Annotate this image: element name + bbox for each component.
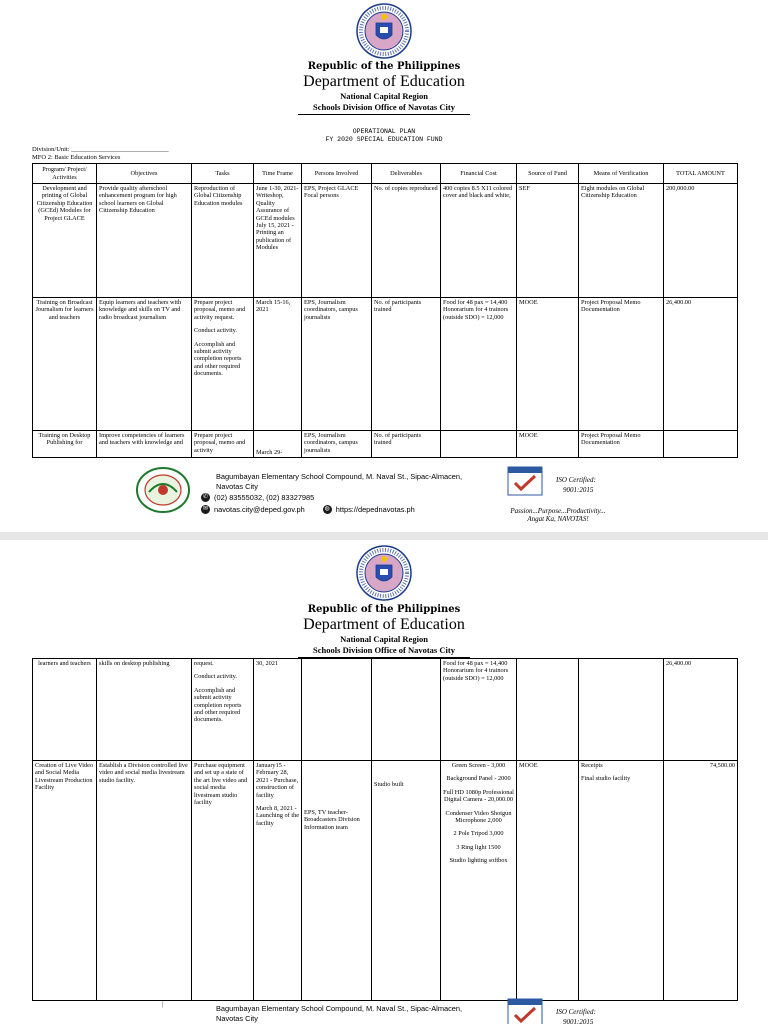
footer-email[interactable]: navotas.city@deped.gov.ph: [214, 505, 305, 514]
column-header: Financial Cost: [441, 164, 517, 184]
cell-verification: Project Proposal Memo Documentation: [579, 298, 664, 431]
table-row: [33, 761, 738, 1001]
cost-item: 3 Ring light 1500: [456, 843, 501, 851]
department-title: Department of Education: [303, 73, 465, 90]
column-header: Deliverables: [372, 164, 441, 184]
iso-line-1: ISO Certified:: [556, 1008, 596, 1016]
cell-timeframe: [254, 761, 302, 1001]
cell-fund: MOOE: [517, 298, 579, 431]
plan-subtitle: FY 2020 SPECIAL EDUCATION FUND: [325, 136, 443, 143]
page-footer: [0, 460, 768, 540]
cell-total: [664, 431, 738, 458]
cell-verification: [579, 659, 664, 761]
cell-program: Training on Desktop Publishing for: [33, 431, 97, 458]
cost-item: 2 Pole Tripod 3,000: [453, 830, 504, 838]
cell-persons: EPS, Project GLACE Focal persons: [302, 184, 372, 298]
table-header-row: [33, 164, 738, 184]
cell-cost: [441, 761, 517, 1001]
cell-fund: SEF: [517, 184, 579, 298]
cell-fund: [517, 659, 579, 761]
cell-total: 26,400.00: [664, 659, 738, 761]
iso-badge-icon: [507, 466, 543, 496]
footer-address-2: Navotas City: [216, 482, 258, 491]
plan-title: OPERATIONAL PLAN: [352, 128, 416, 135]
iso-badge-icon: [507, 998, 543, 1024]
cell-verification: [579, 761, 664, 1001]
cell-deliverables: Studio built: [372, 761, 441, 1001]
cell-verification: Eight modules on Global Citizenship Education: [579, 184, 664, 298]
globe-icon: ◍: [324, 506, 330, 512]
table-row: [33, 184, 738, 298]
cell-timeframe: 30, 2021: [254, 659, 302, 761]
department-title: Department of Education: [303, 616, 465, 633]
cell-cost: [441, 431, 517, 458]
footer-website[interactable]: https://depednavotas.ph: [335, 505, 415, 514]
column-header: Tasks: [192, 164, 254, 184]
cell-program: Development and printing of Global Citizenship Education (GCEd) Modules for Project GLACE: [33, 184, 97, 298]
cell-tasks: Reproduction of Global Citizenship Education modules: [192, 184, 254, 298]
cell-deliverables: No. of participants trained: [372, 431, 441, 458]
motto-line-1: Passion...Purpose...Productivity...: [510, 507, 606, 515]
cost-item: Green Screen - 3,000: [451, 762, 506, 769]
division-unit-line: Division/Unit: ______________________________: [32, 146, 169, 153]
cell-fund: MOOE: [517, 431, 579, 458]
iso-line-1: ISO Certified:: [556, 476, 596, 484]
republic-line: Republic of the Philippines: [307, 61, 461, 72]
cell-persons: EPS, Journalism coordinators, campus journalists: [302, 298, 372, 431]
cell-persons: EPS, Journalism coordinators, campus journalists: [302, 431, 372, 458]
timeframe-item: January15 - February 28, 2021 - Purchase, construction of facility: [256, 762, 299, 799]
column-header: Persons Involved: [302, 164, 372, 184]
task-item: Accomplish and submit activity completion reports and other required documents.: [194, 686, 242, 724]
footer-mark: .: [32, 992, 34, 998]
cell-tasks: [192, 659, 254, 761]
cost-item: Studio lighting softbox: [449, 857, 508, 865]
footer-address-2: Navotas City: [216, 1014, 258, 1023]
footer-address-1: Bagumbayan Elementary School Compound, M. Naval St., Sipac-Almacen,: [216, 1004, 463, 1013]
column-header: Source of Fund: [517, 164, 579, 184]
cell-program: Training on Broadcast Journalism for learners and teachers: [33, 298, 97, 431]
operational-plan-table: [32, 163, 738, 458]
cell-cost: Food for 48 pax = 14,400 Honorarium for 4 trainors (outside SDO) = 12,000: [441, 298, 517, 431]
cell-verification: Project Proposal Memo Documentation: [579, 431, 664, 458]
cell-objectives: Improve competencies of learners and teachers with knowledge and: [97, 431, 192, 458]
table-row: [33, 659, 738, 761]
cell-timeframe: March 29-: [254, 431, 302, 458]
division-line: Schools Division Office of Navotas City: [313, 645, 455, 655]
header-rule: [298, 114, 470, 115]
verification-item: Receipts: [581, 762, 603, 769]
footer-phone: [201, 493, 314, 502]
task-item: Conduct activity.: [194, 327, 237, 335]
cost-item: Condenser Video Shotgun Microphone 2,000: [445, 809, 512, 825]
email-icon: ✉: [202, 506, 209, 512]
phone-icon: ✆: [202, 494, 209, 500]
page-footer: [0, 992, 768, 1024]
iso-line-2: 9001:2015: [563, 486, 594, 494]
cell-objectives: Provide quality afterschool enhancement program for high school learners on Global Citizenship Education: [97, 184, 192, 298]
footer-divider-mark: |: [162, 1002, 164, 1008]
cell-objectives: skills on desktop publishing: [97, 659, 192, 761]
cell-objectives: Establish a Division controlled live video and social media livestream studio facility.: [97, 761, 192, 1001]
operational-plan-table-continued: [32, 658, 738, 1001]
column-header: Objectives: [97, 164, 192, 184]
column-header: TOTAL AMOUNT: [664, 164, 738, 184]
cell-timeframe: March 15-16, 2021: [254, 298, 302, 431]
cell-total: 26,400.00: [664, 298, 738, 431]
cell-tasks: Purchase equipment and set up a state of the art live video and social media livestream studio facility: [192, 761, 254, 1001]
cell-deliverables: No. of copies reproduced: [372, 184, 441, 298]
deped-seal-icon: [356, 545, 412, 601]
cell-total: 74,500.00: [664, 761, 738, 1001]
cell-tasks: Prepare project proposal, memo and activity: [192, 431, 254, 458]
footer-address-1: Bagumbayan Elementary School Compound, M. Naval St., Sipac-Almacen,: [216, 472, 463, 481]
division-logo-icon: [135, 466, 191, 514]
republic-line: Republic of the Philippines: [307, 604, 461, 615]
timeframe-item: March 8, 2021 - Launching of the facility: [256, 805, 300, 827]
table-row: [33, 298, 738, 431]
footer-contacts: [201, 505, 415, 514]
task-item: Accomplish and submit activity completion reports and other required documents.: [194, 340, 242, 378]
region-line: National Capital Region: [340, 91, 428, 101]
cell-tasks: [192, 298, 254, 431]
cost-item: Full HD 1080p Professional Digital Camera - 20,000.00: [443, 788, 514, 804]
cell-program: learners and teachers: [33, 659, 97, 761]
cell-deliverables: No. of participants trained: [372, 298, 441, 431]
table-row: [33, 431, 738, 458]
cell-timeframe: June 1-30, 2021- Writeshop, Quality Assurance of GCEd modules July 15, 2021 - Printing an publication of Modules: [254, 184, 302, 298]
cell-program: Creation of Live Video and Social Media Livestream Production Facility: [33, 761, 97, 1001]
region-line: National Capital Region: [340, 634, 428, 644]
column-header: Means of Verification: [579, 164, 664, 184]
cell-deliverables: [372, 659, 441, 761]
page-separator: [0, 532, 768, 540]
cell-cost: 400 copies 8.5 X11 colored cover and black and white,: [441, 184, 517, 298]
document-page-2: [0, 540, 768, 1024]
cost-item: Background Panel - 2000: [446, 775, 511, 783]
task-item: Prepare project proposal, memo and activity request.: [194, 299, 246, 321]
column-header: Program/ Project/ Activities: [33, 164, 97, 184]
motto-line-2: Angat Ka, NAVOTAS!: [527, 515, 589, 523]
cell-persons: [302, 659, 372, 761]
division-line: Schools Division Office of Navotas City: [313, 102, 455, 112]
task-item: request.: [194, 660, 214, 667]
task-item: Conduct activity.: [194, 673, 237, 681]
mfo-line: MFO 2: Basic Education Services: [32, 154, 121, 161]
footer-phone-text: (02) 83555032, (02) 83327985: [214, 493, 315, 502]
cell-cost: Food for 48 pax = 14,400 Honorarium for 4 trainors (outside SDO) = 12,000: [441, 659, 517, 761]
cell-fund: MOOE: [517, 761, 579, 1001]
cell-persons: EPS, TV teacher-Broadcasters Division Information team: [302, 761, 372, 1001]
deped-seal-icon: [356, 3, 412, 59]
column-header: Time Frame: [254, 164, 302, 184]
verification-item: Final studio facility: [581, 775, 631, 783]
cell-total: 200,000.00: [664, 184, 738, 298]
iso-line-2: 9001:2015: [563, 1018, 594, 1024]
cell-objectives: Equip learners and teachers with knowledge and skills on TV and radio broadcast journalism: [97, 298, 192, 431]
